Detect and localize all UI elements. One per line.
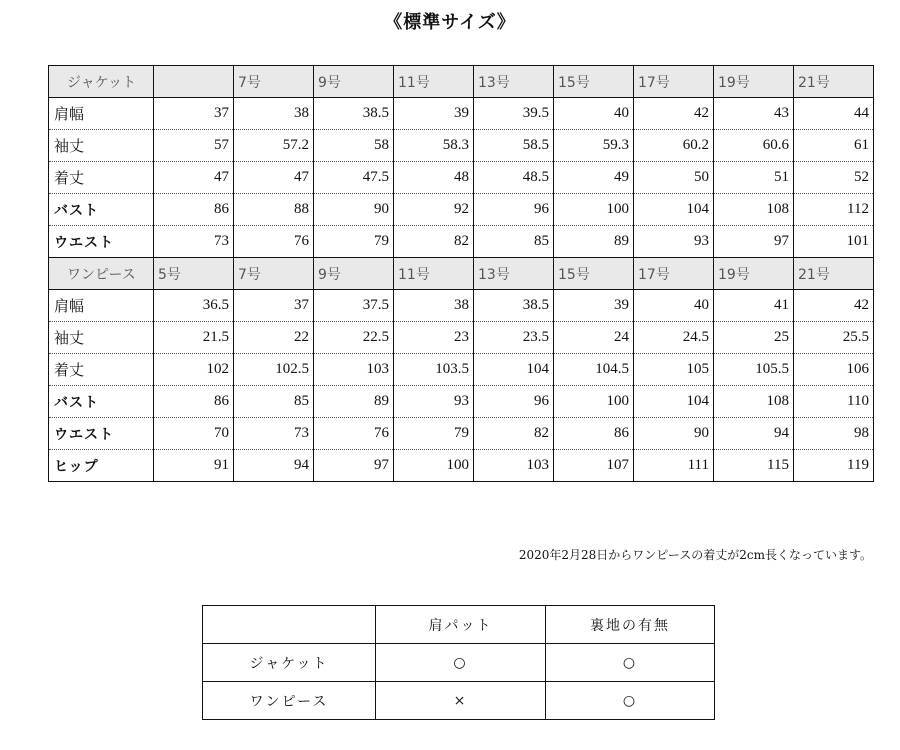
jacket-header-cell: 11号 xyxy=(394,66,474,98)
onepiece-value-cell: 23.5 xyxy=(474,322,554,354)
onepiece-value-cell: 104.5 xyxy=(554,354,634,386)
jacket-value-cell: 101 xyxy=(794,226,874,258)
onepiece-value-cell: 25.5 xyxy=(794,322,874,354)
options-header-row xyxy=(203,606,715,644)
jacket-row xyxy=(49,194,874,226)
jacket-row xyxy=(49,130,874,162)
jacket-header-cell: 21号 xyxy=(794,66,874,98)
jacket-row-label: 肩幅 xyxy=(49,98,154,130)
onepiece-value-cell: 100 xyxy=(394,450,474,482)
jacket-value-cell: 44 xyxy=(794,98,874,130)
onepiece-row xyxy=(49,322,874,354)
jacket-value-cell: 85 xyxy=(474,226,554,258)
onepiece-row-label: ウエスト xyxy=(49,418,154,450)
onepiece-row xyxy=(49,290,874,322)
jacket-header-cell xyxy=(154,66,234,98)
jacket-value-cell: 57 xyxy=(154,130,234,162)
onepiece-value-cell: 110 xyxy=(794,386,874,418)
options-header-cell: 裏地の有無 xyxy=(546,606,715,644)
jacket-value-cell: 97 xyxy=(714,226,794,258)
jacket-row-label: 着丈 xyxy=(49,162,154,194)
onepiece-value-cell: 42 xyxy=(794,290,874,322)
onepiece-header-cell: 7号 xyxy=(234,258,314,290)
options-header-cell xyxy=(203,606,376,644)
jacket-value-cell: 43 xyxy=(714,98,794,130)
onepiece-row xyxy=(49,450,874,482)
onepiece-row-label: バスト xyxy=(49,386,154,418)
onepiece-value-cell: 106 xyxy=(794,354,874,386)
jacket-value-cell: 73 xyxy=(154,226,234,258)
jacket-value-cell: 100 xyxy=(554,194,634,226)
onepiece-value-cell: 24 xyxy=(554,322,634,354)
jacket-value-cell: 93 xyxy=(634,226,714,258)
onepiece-header-cell: 17号 xyxy=(634,258,714,290)
onepiece-value-cell: 41 xyxy=(714,290,794,322)
onepiece-header-cell: 21号 xyxy=(794,258,874,290)
jacket-row xyxy=(49,162,874,194)
jacket-value-cell: 38 xyxy=(234,98,314,130)
onepiece-header-cell: 9号 xyxy=(314,258,394,290)
jacket-value-cell: 58 xyxy=(314,130,394,162)
onepiece-header-cell: 19号 xyxy=(714,258,794,290)
jacket-value-cell: 47 xyxy=(234,162,314,194)
jacket-value-cell: 108 xyxy=(714,194,794,226)
size-table xyxy=(48,65,874,482)
jacket-value-cell: 48.5 xyxy=(474,162,554,194)
onepiece-row-label: 着丈 xyxy=(49,354,154,386)
jacket-value-cell: 96 xyxy=(474,194,554,226)
jacket-value-cell: 39.5 xyxy=(474,98,554,130)
jacket-header-cell: 15号 xyxy=(554,66,634,98)
jacket-value-cell: 61 xyxy=(794,130,874,162)
onepiece-value-cell: 97 xyxy=(314,450,394,482)
onepiece-value-cell: 98 xyxy=(794,418,874,450)
jacket-value-cell: 51 xyxy=(714,162,794,194)
jacket-row-label: バスト xyxy=(49,194,154,226)
jacket-value-cell: 42 xyxy=(634,98,714,130)
jacket-value-cell: 104 xyxy=(634,194,714,226)
onepiece-value-cell: 39 xyxy=(554,290,634,322)
jacket-value-cell: 88 xyxy=(234,194,314,226)
jacket-value-cell: 92 xyxy=(394,194,474,226)
jacket-header-row xyxy=(49,66,874,98)
onepiece-value-cell: 108 xyxy=(714,386,794,418)
onepiece-value-cell: 38.5 xyxy=(474,290,554,322)
options-value-cell: ○ xyxy=(376,644,546,682)
jacket-row-label: ウエスト xyxy=(49,226,154,258)
options-row-label: ワンピース xyxy=(203,682,376,720)
jacket-value-cell: 47 xyxy=(154,162,234,194)
options-value-cell: ○ xyxy=(546,682,715,720)
jacket-value-cell: 57.2 xyxy=(234,130,314,162)
onepiece-value-cell: 115 xyxy=(714,450,794,482)
onepiece-row xyxy=(49,354,874,386)
onepiece-value-cell: 22.5 xyxy=(314,322,394,354)
jacket-value-cell: 76 xyxy=(234,226,314,258)
onepiece-value-cell: 86 xyxy=(554,418,634,450)
jacket-value-cell: 58.5 xyxy=(474,130,554,162)
jacket-value-cell: 38.5 xyxy=(314,98,394,130)
onepiece-value-cell: 85 xyxy=(234,386,314,418)
jacket-header-cell: 17号 xyxy=(634,66,714,98)
options-header-cell: 肩パット xyxy=(376,606,546,644)
onepiece-value-cell: 37.5 xyxy=(314,290,394,322)
jacket-value-cell: 52 xyxy=(794,162,874,194)
onepiece-value-cell: 104 xyxy=(634,386,714,418)
onepiece-value-cell: 119 xyxy=(794,450,874,482)
jacket-value-cell: 39 xyxy=(394,98,474,130)
onepiece-value-cell: 105 xyxy=(634,354,714,386)
onepiece-value-cell: 79 xyxy=(394,418,474,450)
onepiece-value-cell: 82 xyxy=(474,418,554,450)
onepiece-value-cell: 103 xyxy=(474,450,554,482)
options-row xyxy=(203,682,715,720)
onepiece-value-cell: 102 xyxy=(154,354,234,386)
onepiece-value-cell: 76 xyxy=(314,418,394,450)
onepiece-value-cell: 94 xyxy=(234,450,314,482)
onepiece-header-cell: 11号 xyxy=(394,258,474,290)
onepiece-value-cell: 36.5 xyxy=(154,290,234,322)
onepiece-value-cell: 96 xyxy=(474,386,554,418)
options-value-cell: × xyxy=(376,682,546,720)
jacket-value-cell: 86 xyxy=(154,194,234,226)
jacket-value-cell: 90 xyxy=(314,194,394,226)
onepiece-value-cell: 93 xyxy=(394,386,474,418)
onepiece-value-cell: 103 xyxy=(314,354,394,386)
options-value-cell: ○ xyxy=(546,644,715,682)
onepiece-value-cell: 23 xyxy=(394,322,474,354)
jacket-row-label: 袖丈 xyxy=(49,130,154,162)
jacket-value-cell: 60.6 xyxy=(714,130,794,162)
onepiece-value-cell: 90 xyxy=(634,418,714,450)
onepiece-value-cell: 100 xyxy=(554,386,634,418)
onepiece-value-cell: 91 xyxy=(154,450,234,482)
onepiece-value-cell: 25 xyxy=(714,322,794,354)
onepiece-header-cell: 5号 xyxy=(154,258,234,290)
onepiece-value-cell: 22 xyxy=(234,322,314,354)
jacket-value-cell: 40 xyxy=(554,98,634,130)
onepiece-value-cell: 21.5 xyxy=(154,322,234,354)
jacket-value-cell: 82 xyxy=(394,226,474,258)
jacket-value-cell: 49 xyxy=(554,162,634,194)
jacket-value-cell: 58.3 xyxy=(394,130,474,162)
jacket-value-cell: 112 xyxy=(794,194,874,226)
onepiece-value-cell: 70 xyxy=(154,418,234,450)
jacket-value-cell: 89 xyxy=(554,226,634,258)
onepiece-header-cell: 15号 xyxy=(554,258,634,290)
onepiece-value-cell: 37 xyxy=(234,290,314,322)
onepiece-header-cell: ワンピース xyxy=(49,258,154,290)
jacket-header-cell: 19号 xyxy=(714,66,794,98)
jacket-value-cell: 50 xyxy=(634,162,714,194)
jacket-value-cell: 60.2 xyxy=(634,130,714,162)
onepiece-row-label: 肩幅 xyxy=(49,290,154,322)
onepiece-row xyxy=(49,418,874,450)
jacket-header-cell: ジャケット xyxy=(49,66,154,98)
jacket-header-cell: 7号 xyxy=(234,66,314,98)
onepiece-header-row xyxy=(49,258,874,290)
onepiece-value-cell: 73 xyxy=(234,418,314,450)
onepiece-value-cell: 102.5 xyxy=(234,354,314,386)
onepiece-value-cell: 111 xyxy=(634,450,714,482)
page-title: 《標準サイズ》 xyxy=(384,12,516,33)
options-row-label: ジャケット xyxy=(203,644,376,682)
options-row xyxy=(203,644,715,682)
onepiece-value-cell: 86 xyxy=(154,386,234,418)
onepiece-value-cell: 105.5 xyxy=(714,354,794,386)
jacket-value-cell: 48 xyxy=(394,162,474,194)
jacket-value-cell: 59.3 xyxy=(554,130,634,162)
jacket-row xyxy=(49,226,874,258)
onepiece-value-cell: 94 xyxy=(714,418,794,450)
onepiece-value-cell: 89 xyxy=(314,386,394,418)
onepiece-row-label: ヒップ xyxy=(49,450,154,482)
jacket-row xyxy=(49,98,874,130)
jacket-header-cell: 13号 xyxy=(474,66,554,98)
onepiece-row-label: 袖丈 xyxy=(49,322,154,354)
jacket-value-cell: 47.5 xyxy=(314,162,394,194)
jacket-header-cell: 9号 xyxy=(314,66,394,98)
onepiece-value-cell: 104 xyxy=(474,354,554,386)
onepiece-value-cell: 24.5 xyxy=(634,322,714,354)
jacket-value-cell: 79 xyxy=(314,226,394,258)
onepiece-header-cell: 13号 xyxy=(474,258,554,290)
options-table xyxy=(202,605,715,720)
onepiece-row xyxy=(49,386,874,418)
jacket-value-cell: 37 xyxy=(154,98,234,130)
onepiece-value-cell: 40 xyxy=(634,290,714,322)
onepiece-value-cell: 103.5 xyxy=(394,354,474,386)
size-change-note: 2020年2月28日からワンピースの着丈が2cm長くなっています。 xyxy=(518,548,872,562)
onepiece-value-cell: 38 xyxy=(394,290,474,322)
onepiece-value-cell: 107 xyxy=(554,450,634,482)
